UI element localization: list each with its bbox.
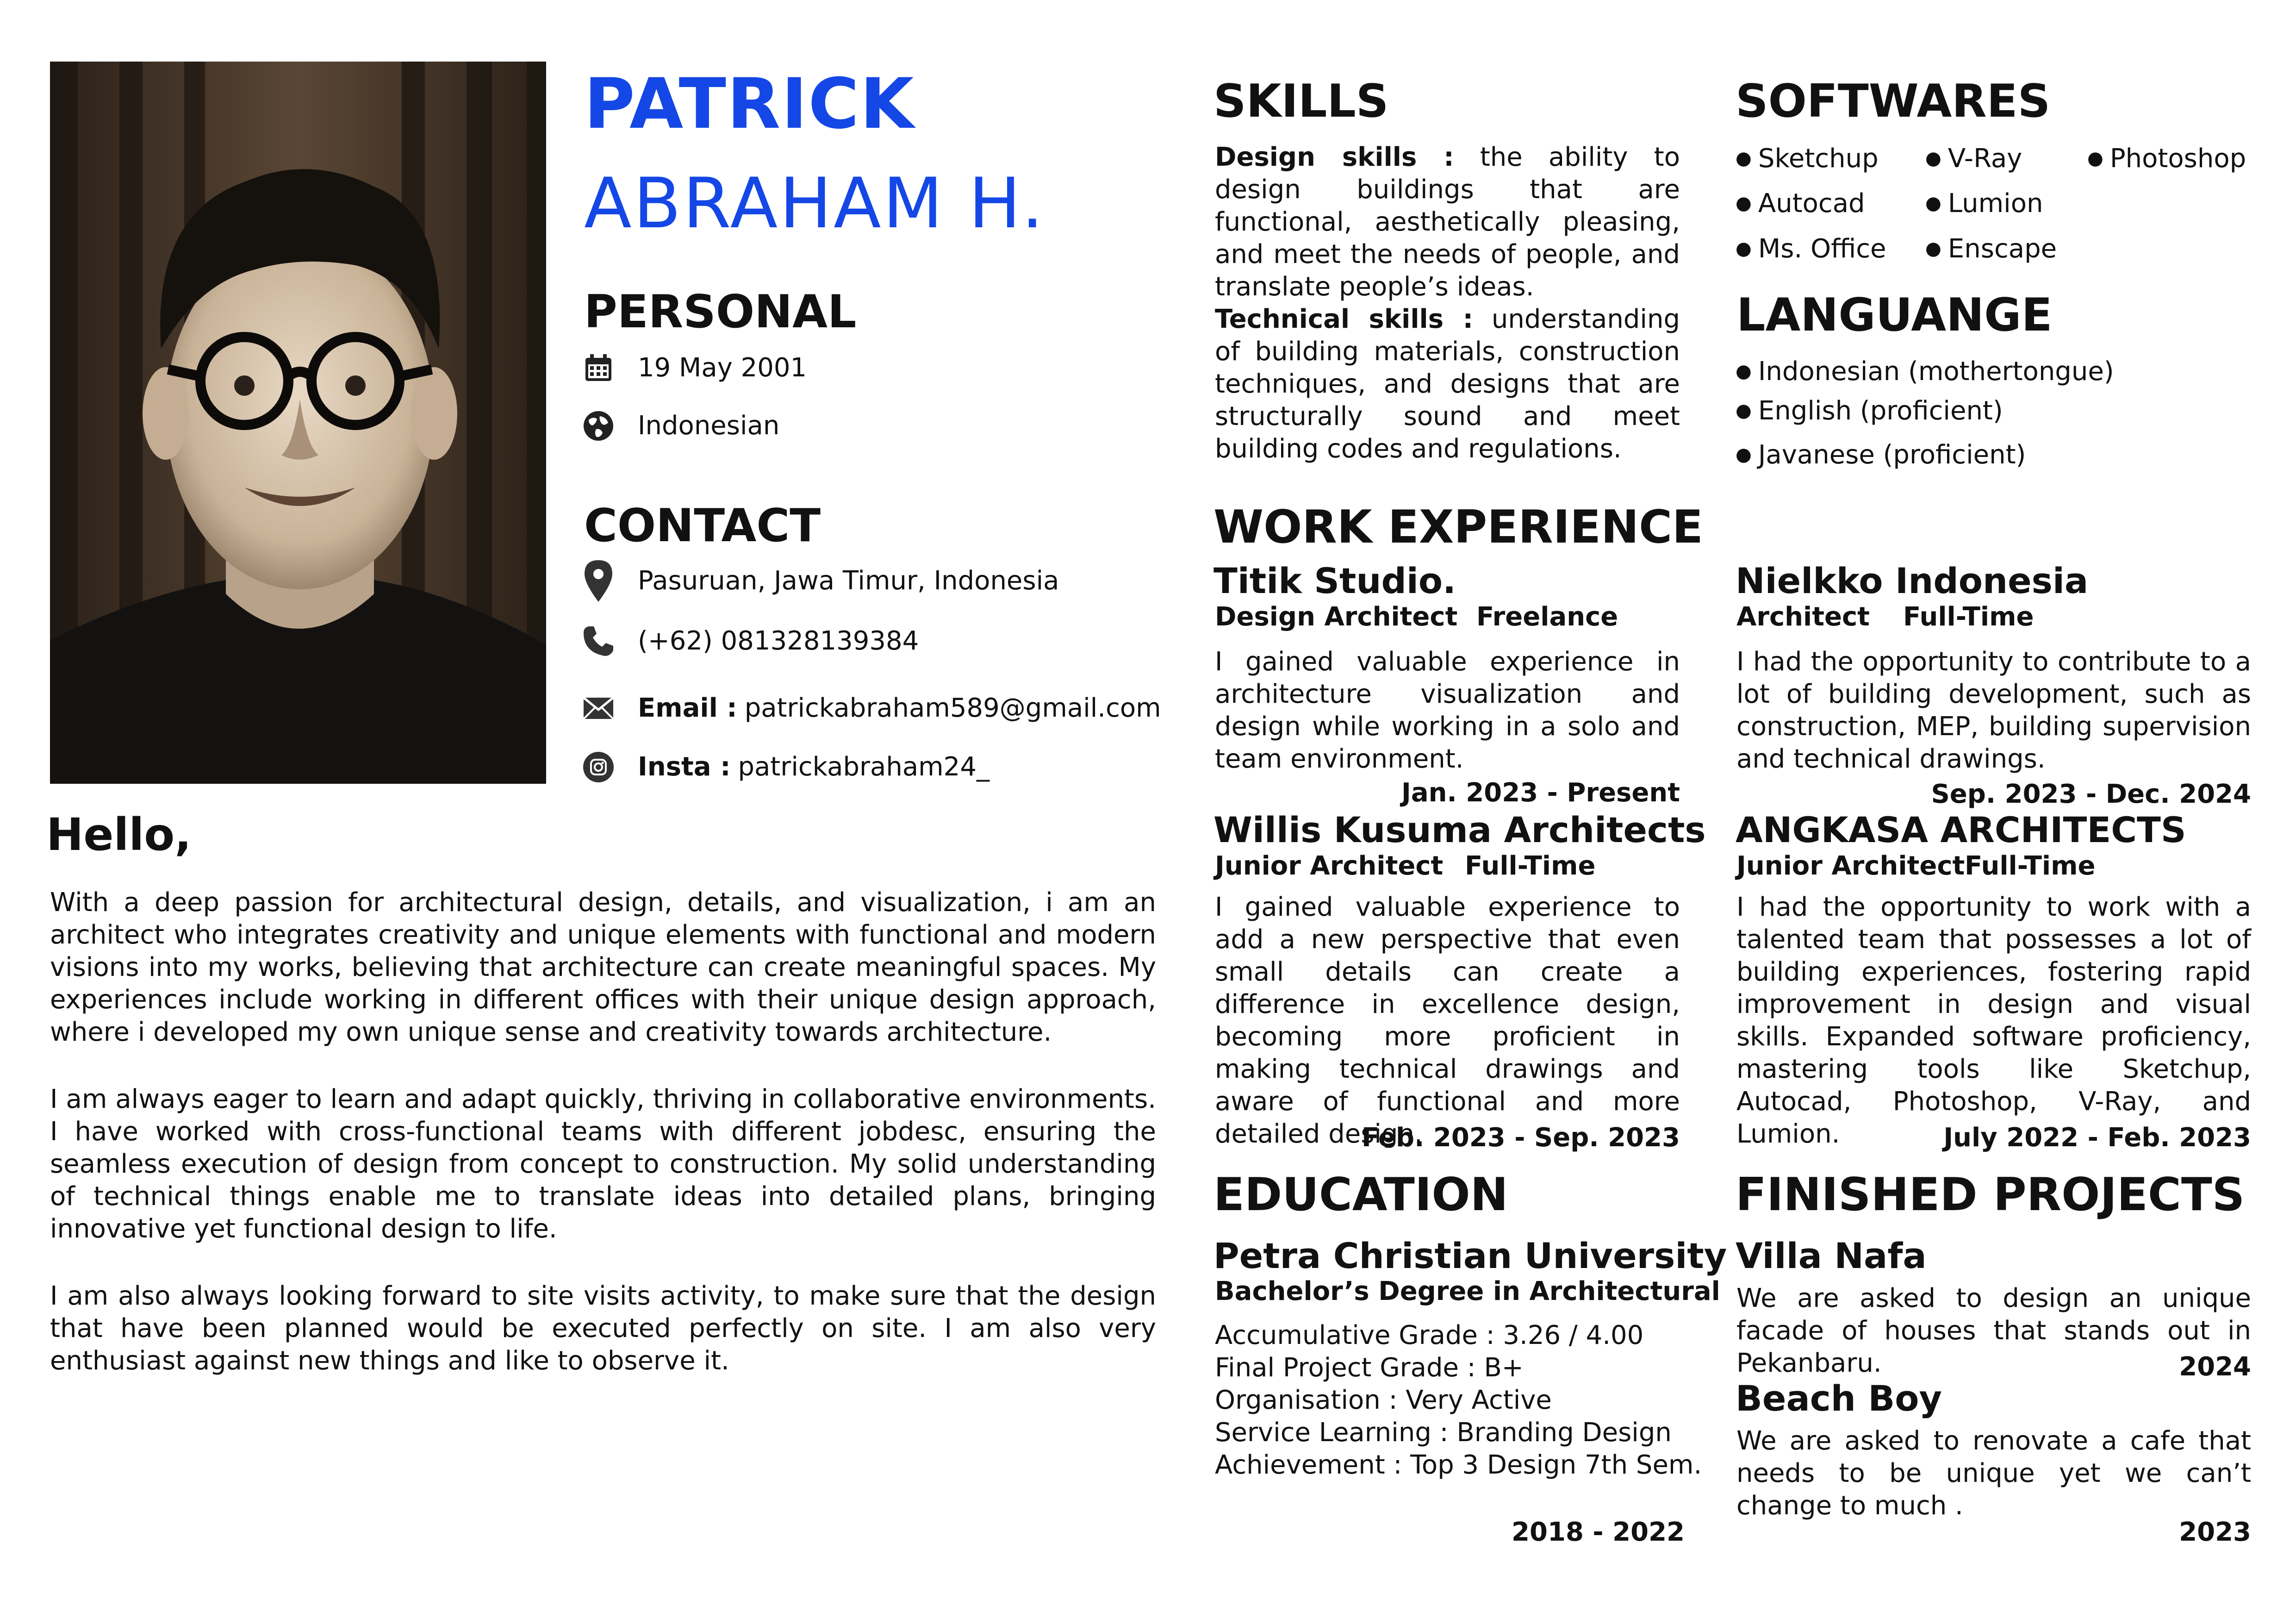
degree: Bachelor’s Degree in Architectural <box>1215 1276 1720 1306</box>
job-period: July 2022 - Feb. 2023 <box>1943 1123 2251 1153</box>
first-name: PATRICK <box>584 64 915 144</box>
education-line: Service Learning : Branding Design <box>1215 1418 1672 1448</box>
globe-icon <box>582 410 615 442</box>
job-company: Titik Studio. <box>1213 560 1456 601</box>
job-company: ANGKASA ARCHITECTS <box>1736 809 2186 850</box>
insta-link[interactable]: patrickabraham24_ <box>738 752 989 782</box>
project-name: Beach Boy <box>1736 1378 1942 1419</box>
phone-icon <box>582 625 615 657</box>
phone-text: (+62) 081328139384 <box>638 626 919 656</box>
job-company: Nielkko Indonesia <box>1736 560 2089 601</box>
design-skills <box>1215 141 1680 303</box>
nationality-text: Indonesian <box>638 411 780 441</box>
job-role: Junior Architect <box>1736 851 1965 881</box>
technical-skills-label: Technical skills : <box>1215 304 1474 334</box>
mail-icon <box>582 692 615 725</box>
language-heading: LANGUANGE <box>1736 289 2053 342</box>
job-description: I gained valuable experience to add a new perspective that even small details can create a difference in excellence design, becoming more proficient in making technical drawings and aware of functional and more detailed design. <box>1215 892 1680 1149</box>
phone-row <box>582 625 919 657</box>
skills-heading: SKILLS <box>1213 75 1389 128</box>
education-line: Organisation : Very Active <box>1215 1385 1552 1415</box>
education-details <box>1215 1319 1702 1481</box>
work-heading: WORK EXPERIENCE <box>1213 501 1703 554</box>
birthdate-row <box>582 352 807 384</box>
project-description: We are asked to design an unique facade of houses that stands out in Pekanbaru. <box>1736 1283 2251 1378</box>
education-line: Final Project Grade : B+ <box>1215 1353 1524 1383</box>
design-skills-label: Design skills : <box>1215 142 1454 172</box>
instagram-icon <box>582 751 615 783</box>
email-link[interactable]: patrickabraham589@gmail.com <box>744 693 1161 723</box>
education-line: Achievement : Top 3 Design 7th Sem. <box>1215 1450 1702 1480</box>
projects-heading: FINISHED PROJECTS <box>1736 1168 2245 1221</box>
profile-photo <box>50 62 546 784</box>
email-row <box>582 692 1161 725</box>
job-role: Architect <box>1736 602 1870 632</box>
technical-skills-text: understanding of building materials, construction techniques, and designs that are structurally sound and meet building codes and regulations. <box>1215 304 1680 464</box>
education-line: Accumulative Grade : 3.26 / 4.00 <box>1215 1320 1644 1350</box>
softwares-heading: SOFTWARES <box>1736 75 2051 128</box>
contact-heading: CONTACT <box>584 500 821 552</box>
software-item: ● Photoshop <box>2087 146 2246 172</box>
language-item: ● Javanese (proficient) <box>1736 442 2026 468</box>
birthdate-text: 19 May 2001 <box>638 353 807 383</box>
software-item: ● V-Ray <box>1925 146 2022 172</box>
project-year: 2024 <box>2179 1352 2251 1382</box>
intro-paragraph-3: I am also always looking forward to site visits activity, to make sure that the design that have been planned would be executed perfectly on site. I am also very enthusiast against new things and like to observe it. <box>50 1281 1156 1376</box>
project-name: Villa Nafa <box>1736 1235 1927 1276</box>
job-period: Sep. 2023 - Dec. 2024 <box>1931 779 2251 809</box>
software-item: ● Ms. Office <box>1736 236 1886 262</box>
technical-skills <box>1215 303 1680 465</box>
software-item: ● Enscape <box>1925 236 2057 262</box>
calendar-icon <box>582 352 615 384</box>
job-type: Full-Time <box>1465 851 1596 881</box>
job-type: Full-Time <box>1965 851 2096 881</box>
nationality-row <box>582 410 779 442</box>
project-description: We are asked to renovate a cafe that needs to be unique yet we can’t change to much . <box>1736 1426 2251 1521</box>
email-label: Email : <box>638 693 737 723</box>
intro-paragraph-1: With a deep passion for architectural design, details, and visualization, i am an architect who integrates creativity and unique elements with functional and modern visions into my works, believing that architecture can create meaningful spaces. My experiences include working in different offices with their unique design approach, where i developed my own unique sense and creativity towards architecture. <box>50 887 1156 1047</box>
intro-paragraph-2: I am always eager to learn and adapt quickly, thriving in collaborative environments. I have worked with cross-functional teams with different jobdesc, ensuring the seamless execution of design from concept to construction. My solid understanding of technical things enable me to translate ideas into detailed plans, bringing innovative yet functional design to life. <box>50 1084 1156 1244</box>
last-name: ABRAHAM H. <box>584 163 1045 244</box>
language-item: ● Indonesian (mothertongue) <box>1736 359 2114 385</box>
software-item: ● Lumion <box>1925 191 2043 217</box>
location-pin-icon <box>582 565 615 597</box>
insta-row <box>582 751 989 783</box>
education-heading: EDUCATION <box>1213 1168 1508 1221</box>
job-period: Feb. 2023 - Sep. 2023 <box>1362 1123 1680 1153</box>
job-company: Willis Kusuma Architects <box>1213 809 1706 850</box>
job-description: I had the opportunity to work with a talented team that possesses a lot of building experiences, fostering rapid improvement in design and visual skills. Expanded software proficiency, mastering tools like Sketchup, Autocad, Photoshop, V-Ray, and Lumion. <box>1736 892 2251 1149</box>
job-role: Design Architect <box>1215 602 1458 632</box>
school-name: Petra Christian University <box>1213 1235 1727 1276</box>
job-type: Freelance <box>1476 602 1618 632</box>
insta-label: Insta : <box>638 752 731 782</box>
greeting: Hello, <box>46 809 192 861</box>
education-period: 2018 - 2022 <box>1512 1517 1685 1547</box>
address-text: Pasuruan, Jawa Timur, Indonesia <box>638 566 1059 596</box>
personal-heading: PERSONAL <box>584 286 857 338</box>
job-description: I gained valuable experience in architecture visualization and design while working in a solo and team environment. <box>1215 647 1680 774</box>
job-period: Jan. 2023 - Present <box>1401 778 1680 808</box>
design-skills-text: the ability to design buildings that are functional, aesthetically pleasing, and meet the needs of people, and translate people’s ideas. <box>1215 142 1680 302</box>
software-item: ● Autocad <box>1736 191 1865 217</box>
software-item: ● Sketchup <box>1736 146 1879 172</box>
job-description: I had the opportunity to contribute to a lot of building development, such as construction, MEP, building supervision and technical drawings. <box>1736 647 2251 774</box>
job-role: Junior Architect <box>1215 851 1444 881</box>
language-item: ● English (proficient) <box>1736 398 2003 424</box>
project-year: 2023 <box>2179 1517 2251 1547</box>
address-row <box>582 565 1059 597</box>
job-type: Full-Time <box>1903 602 2034 632</box>
